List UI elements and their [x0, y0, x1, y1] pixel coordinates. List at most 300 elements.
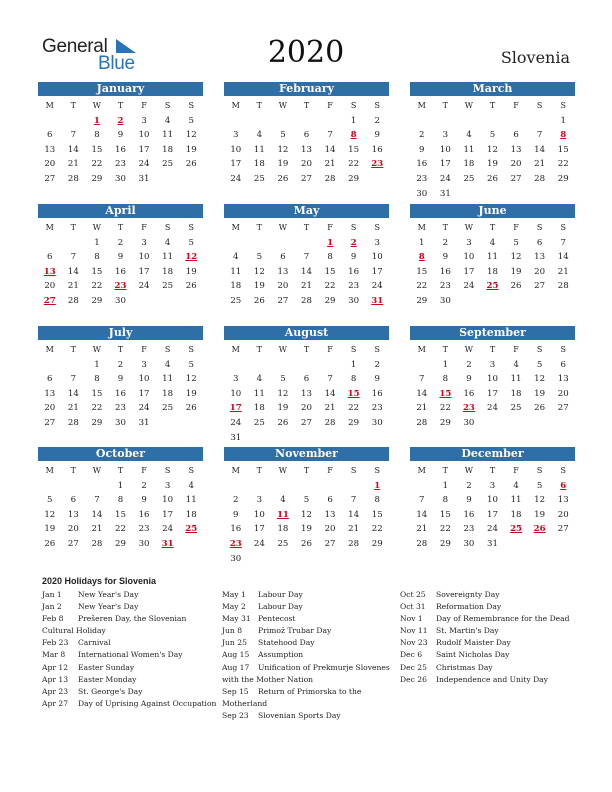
holiday-item: [400, 613, 575, 625]
weekday-label: M: [231, 101, 240, 110]
weekday-label: W: [278, 223, 288, 232]
day-cell: 16: [371, 144, 383, 155]
day-cell: 13: [44, 144, 56, 155]
day-cell: 14: [557, 252, 569, 263]
weekday-label: T: [442, 101, 449, 110]
day-cell: 15: [439, 509, 451, 520]
day-cell: 9: [374, 130, 380, 141]
day-cell: 21: [91, 524, 103, 535]
holiday-day: 25: [486, 281, 499, 292]
day-cell: 22: [324, 281, 336, 292]
day-cell: 30: [463, 417, 475, 428]
day-cell: 21: [348, 524, 360, 535]
day-cell: 3: [164, 480, 171, 491]
day-cell: 6: [303, 374, 310, 385]
weekday-label: M: [417, 345, 426, 354]
day-cell: 16: [371, 388, 383, 399]
day-cell: 4: [280, 495, 286, 506]
empty-cell: [224, 479, 248, 494]
day-cell: 16: [138, 509, 150, 520]
day-cell: 1: [350, 359, 357, 370]
day-cell: 1: [350, 115, 357, 126]
holiday-date: Jun 8: [222, 626, 243, 636]
day-cell: 1: [117, 480, 124, 491]
day-cell: 5: [280, 374, 286, 385]
holiday-date: Apr 23: [42, 686, 69, 696]
day-cell: 5: [489, 130, 496, 141]
weekday-label: S: [536, 223, 543, 232]
holiday-day: 15: [439, 388, 452, 399]
day-cell: 15: [348, 144, 360, 155]
day-cell: 21: [67, 159, 79, 170]
day-cell: 2: [117, 359, 124, 370]
day-cell: 27: [557, 524, 569, 535]
day-cell: 15: [416, 266, 428, 277]
month-day-grid: [38, 99, 203, 187]
empty-cell: [410, 479, 434, 494]
empty-cell: [410, 114, 434, 129]
day-cell: 14: [301, 266, 312, 277]
day-cell: 18: [162, 266, 174, 277]
holiday-name: St. Martin's Day: [436, 626, 499, 636]
empty-cell: [342, 479, 366, 494]
day-cell: 19: [44, 524, 56, 535]
day-cell: 15: [91, 388, 103, 399]
weekday-label: S: [536, 466, 543, 475]
country-name: Slovenia: [500, 48, 570, 67]
weekday-label: S: [560, 345, 566, 354]
day-cell: 26: [185, 159, 197, 170]
day-cell: 13: [301, 388, 312, 399]
holiday-name: St. George's Day: [78, 686, 143, 696]
day-cell: 24: [487, 524, 498, 535]
day-cell: 5: [188, 237, 194, 248]
holiday-name: Unification of Prekmurje Slovenes with the Mother Nation: [222, 662, 390, 684]
day-cell: 27: [510, 173, 522, 184]
holiday-day: 25: [510, 524, 523, 535]
day-cell: 26: [44, 538, 56, 549]
day-cell: 28: [324, 417, 336, 428]
month-april: [38, 204, 203, 309]
day-cell: 26: [185, 403, 197, 414]
holiday-name: International Women's Day: [78, 650, 183, 660]
day-cell: 23: [439, 281, 451, 292]
day-cell: 29: [371, 538, 383, 549]
month-december: [410, 447, 575, 552]
day-cell: 6: [560, 359, 566, 370]
day-cell: 10: [253, 509, 265, 520]
weekday-label: M: [231, 223, 240, 232]
day-cell: 8: [442, 495, 449, 506]
holiday-date: Dec 25: [400, 662, 427, 672]
day-cell: 8: [442, 374, 449, 385]
day-cell: 18: [463, 159, 475, 170]
weekday-label: M: [231, 466, 240, 475]
day-cell: 2: [233, 495, 239, 506]
day-cell: 14: [67, 266, 79, 277]
day-cell: 1: [94, 237, 100, 248]
day-cell: 22: [91, 159, 103, 170]
month-day-grid: [224, 221, 389, 309]
month-may: [224, 204, 389, 309]
holiday-item: [42, 589, 217, 601]
weekday-label: M: [45, 466, 54, 475]
holiday-date: Jun 25: [222, 638, 247, 648]
holiday-day: 31: [161, 538, 174, 549]
day-cell: 29: [557, 173, 569, 184]
day-cell: 12: [44, 509, 56, 520]
weekday-label: S: [164, 223, 171, 232]
day-cell: 15: [557, 144, 569, 155]
day-cell: 1: [419, 237, 425, 248]
holiday-item: [222, 601, 397, 613]
day-cell: 19: [534, 509, 546, 520]
day-cell: 14: [416, 509, 428, 520]
holiday-item: [400, 637, 575, 649]
month-day-grid: [410, 99, 575, 201]
day-cell: 9: [466, 495, 472, 506]
day-cell: 3: [141, 237, 147, 248]
day-cell: 25: [162, 403, 174, 414]
month-january: [38, 82, 203, 187]
weekday-label: W: [464, 345, 474, 354]
month-july: [38, 326, 203, 431]
holiday-date: Apr 27: [42, 698, 69, 708]
day-cell: 12: [185, 130, 197, 141]
day-cell: 30: [115, 295, 126, 306]
day-cell: 29: [439, 417, 451, 428]
day-cell: 20: [301, 403, 312, 414]
holiday-item: [42, 601, 217, 613]
day-cell: 10: [138, 252, 150, 263]
holiday-item: [400, 625, 575, 637]
day-cell: 7: [419, 495, 425, 506]
weekday-label: S: [164, 101, 171, 110]
day-cell: 7: [70, 374, 77, 385]
weekday-label: T: [117, 101, 124, 110]
day-cell: 31: [230, 432, 242, 443]
day-cell: 16: [230, 524, 242, 535]
holiday-date: Jan 2: [42, 602, 62, 612]
weekday-label: W: [278, 466, 288, 475]
weekday-label: T: [70, 345, 77, 354]
day-cell: 9: [233, 509, 239, 520]
holiday-name: Prešeren Day, the Slovenian Cultural Holiday: [42, 614, 187, 636]
weekday-label: W: [92, 345, 102, 354]
day-cell: 7: [419, 374, 425, 385]
holiday-day: 13: [43, 266, 56, 277]
empty-cell: [295, 236, 319, 251]
holiday-day: 6: [560, 480, 567, 491]
day-cell: 9: [374, 374, 380, 385]
day-cell: 25: [230, 295, 242, 306]
month-day-grid: [410, 221, 575, 309]
day-cell: 22: [91, 281, 103, 292]
weekday-label: F: [513, 466, 519, 475]
day-cell: 7: [94, 495, 100, 506]
day-cell: 14: [91, 509, 103, 520]
weekday-label: M: [417, 466, 426, 475]
holiday-day: 23: [371, 159, 384, 170]
holiday-date: Mar 8: [42, 650, 66, 660]
holiday-item: [42, 698, 217, 710]
day-cell: 11: [162, 374, 174, 385]
day-cell: 28: [91, 538, 103, 549]
month-october: [38, 447, 203, 552]
day-cell: 20: [67, 524, 79, 535]
day-cell: 15: [91, 266, 103, 277]
holiday-date: May 2: [222, 602, 246, 612]
holiday-day: 2: [117, 115, 124, 126]
day-cell: 17: [463, 266, 475, 277]
day-cell: 28: [67, 173, 79, 184]
day-cell: 7: [70, 252, 77, 263]
day-cell: 1: [560, 115, 566, 126]
day-cell: 30: [138, 538, 150, 549]
weekday-label: T: [303, 466, 310, 475]
day-cell: 5: [536, 480, 543, 491]
day-cell: 21: [416, 403, 428, 414]
day-cell: 7: [560, 237, 566, 248]
empty-cell: [248, 358, 272, 373]
day-cell: 20: [324, 524, 336, 535]
day-cell: 11: [162, 130, 174, 141]
day-cell: 10: [230, 388, 242, 399]
day-cell: 4: [513, 480, 519, 491]
holiday-name: Labour Day: [258, 602, 303, 612]
day-cell: 23: [115, 403, 126, 414]
empty-cell: [85, 479, 109, 494]
day-cell: 27: [301, 417, 312, 428]
empty-cell: [271, 479, 295, 494]
holiday-item: [222, 686, 397, 710]
holiday-date: May 1: [222, 590, 246, 599]
month-day-grid: [410, 464, 575, 552]
holiday-date: May 31: [222, 614, 251, 624]
day-cell: 21: [324, 403, 336, 414]
day-cell: 2: [442, 237, 449, 248]
day-cell: 6: [47, 130, 53, 141]
month-day-grid: [38, 221, 203, 309]
day-cell: 22: [416, 281, 428, 292]
day-cell: 17: [487, 509, 498, 520]
weekday-label: W: [92, 466, 102, 475]
day-cell: 16: [463, 388, 475, 399]
day-cell: 14: [416, 388, 428, 399]
day-cell: 27: [67, 538, 79, 549]
day-cell: 30: [439, 295, 451, 306]
day-cell: 18: [510, 509, 522, 520]
weekday-label: T: [256, 466, 263, 475]
weekday-label: T: [70, 466, 77, 475]
day-cell: 4: [256, 130, 263, 141]
day-cell: 31: [138, 173, 150, 184]
day-cell: 7: [536, 130, 543, 141]
empty-cell: [38, 358, 62, 373]
holiday-day: 23: [462, 403, 475, 414]
weekday-label: F: [327, 345, 333, 354]
day-cell: 29: [348, 417, 360, 428]
day-cell: 22: [371, 524, 383, 535]
day-cell: 10: [138, 130, 150, 141]
weekday-label: T: [70, 223, 77, 232]
day-cell: 23: [115, 159, 126, 170]
holiday-date: Nov 23: [400, 638, 428, 648]
weekday-label: F: [141, 345, 147, 354]
day-cell: 11: [487, 252, 498, 263]
weekday-label: T: [489, 101, 496, 110]
day-cell: 27: [44, 417, 56, 428]
day-cell: 12: [277, 144, 289, 155]
weekday-label: T: [303, 223, 310, 232]
weekday-label: T: [442, 223, 449, 232]
holiday-column: [42, 589, 217, 710]
weekday-label: F: [513, 223, 519, 232]
day-cell: 4: [466, 130, 472, 141]
day-cell: 12: [301, 509, 312, 520]
day-cell: 11: [510, 495, 522, 506]
holiday-item: [222, 589, 397, 601]
holiday-day: 1: [93, 115, 100, 126]
day-cell: 18: [230, 281, 242, 292]
weekday-label: S: [188, 223, 194, 232]
empty-cell: [457, 114, 481, 129]
weekday-label: M: [45, 101, 54, 110]
holiday-date: Sep 23: [222, 710, 249, 720]
holiday-date: Oct 31: [400, 602, 426, 612]
day-cell: 13: [534, 252, 546, 263]
holiday-name: Labour Day: [258, 590, 303, 599]
day-cell: 10: [230, 144, 242, 155]
day-cell: 8: [94, 252, 100, 263]
day-cell: 6: [327, 495, 333, 506]
month-day-grid: [38, 464, 203, 552]
day-cell: 30: [115, 173, 126, 184]
day-cell: 13: [510, 144, 522, 155]
weekday-label: S: [188, 101, 194, 110]
empty-cell: [410, 358, 434, 373]
month-header: June: [410, 204, 575, 218]
day-cell: 24: [230, 173, 242, 184]
month-header: July: [38, 326, 203, 340]
day-cell: 10: [138, 374, 150, 385]
holiday-item: [400, 662, 575, 674]
weekday-label: F: [513, 101, 519, 110]
day-cell: 3: [442, 130, 449, 141]
day-cell: 22: [91, 403, 103, 414]
day-cell: 1: [442, 480, 449, 491]
weekday-label: S: [560, 101, 566, 110]
weekday-label: T: [256, 101, 263, 110]
month-august: [224, 326, 389, 445]
weekday-label: W: [464, 223, 474, 232]
weekday-label: S: [560, 223, 566, 232]
day-cell: 6: [303, 130, 310, 141]
day-cell: 9: [419, 144, 425, 155]
weekday-label: S: [374, 223, 380, 232]
day-cell: 13: [324, 509, 336, 520]
day-cell: 23: [371, 403, 383, 414]
day-cell: 24: [138, 159, 150, 170]
day-cell: 11: [253, 144, 265, 155]
day-cell: 28: [534, 173, 546, 184]
empty-cell: [38, 236, 62, 251]
day-cell: 3: [233, 130, 239, 141]
day-cell: 29: [348, 173, 360, 184]
day-cell: 10: [371, 252, 383, 263]
day-cell: 23: [463, 524, 475, 535]
day-cell: 25: [253, 417, 265, 428]
weekday-label: S: [350, 101, 357, 110]
day-cell: 29: [91, 173, 103, 184]
month-day-grid: [410, 343, 575, 431]
day-cell: 15: [371, 509, 383, 520]
day-cell: 18: [253, 403, 265, 414]
day-cell: 1: [442, 359, 449, 370]
day-cell: 22: [348, 159, 360, 170]
holiday-item: [400, 674, 575, 686]
empty-cell: [318, 114, 342, 129]
day-cell: 18: [162, 144, 174, 155]
day-cell: 17: [253, 524, 265, 535]
month-header: March: [410, 82, 575, 96]
month-header: November: [224, 447, 389, 461]
holiday-date: Oct 25: [400, 590, 426, 599]
day-cell: 25: [162, 159, 174, 170]
day-cell: 11: [230, 266, 242, 277]
day-cell: 28: [324, 173, 336, 184]
day-cell: 24: [253, 538, 265, 549]
day-cell: 6: [47, 374, 53, 385]
day-cell: 3: [141, 115, 147, 126]
holiday-date: Jan 1: [42, 590, 62, 599]
day-cell: 16: [115, 266, 126, 277]
weekday-label: F: [327, 101, 333, 110]
empty-cell: [62, 114, 86, 129]
day-cell: 21: [301, 281, 312, 292]
day-cell: 13: [557, 374, 569, 385]
day-cell: 31: [487, 538, 498, 549]
weekday-label: F: [141, 223, 147, 232]
day-cell: 25: [162, 281, 174, 292]
day-cell: 2: [374, 359, 380, 370]
day-cell: 24: [463, 281, 475, 292]
weekday-label: S: [350, 223, 357, 232]
day-cell: 30: [230, 553, 242, 564]
day-cell: 19: [253, 281, 265, 292]
weekday-label: F: [141, 466, 147, 475]
holiday-item: [400, 589, 575, 601]
day-cell: 15: [115, 509, 126, 520]
holiday-day: 8: [560, 130, 567, 141]
day-cell: 28: [557, 281, 569, 292]
day-cell: 22: [557, 159, 569, 170]
holiday-date: Aug 17: [222, 662, 250, 672]
day-cell: 7: [327, 374, 333, 385]
day-cell: 17: [138, 388, 150, 399]
day-cell: 16: [348, 266, 360, 277]
holiday-date: Nov 11: [400, 626, 428, 636]
holiday-name: Rudolf Maister Day: [436, 638, 511, 648]
day-cell: 14: [67, 144, 79, 155]
day-cell: 2: [419, 130, 425, 141]
day-cell: 30: [115, 417, 126, 428]
day-cell: 20: [557, 388, 569, 399]
weekday-label: W: [92, 223, 102, 232]
day-cell: 18: [277, 524, 289, 535]
day-cell: 9: [466, 374, 472, 385]
day-cell: 7: [327, 130, 333, 141]
